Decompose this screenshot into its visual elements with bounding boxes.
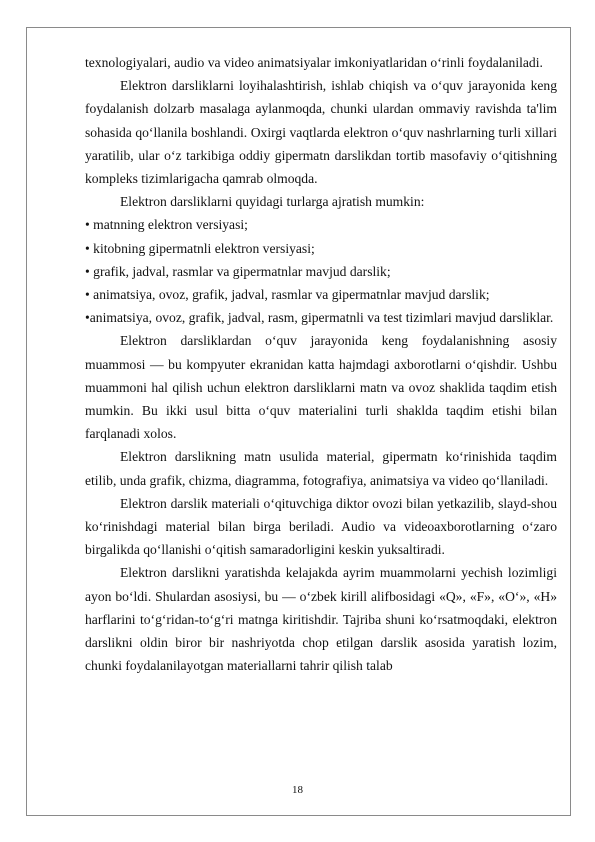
paragraph-7: Elektron darslikni yaratishda kelajakda ayrim muammolarni yechish lozimligi ayon bo‘ldi. Shulardan asosiysi, bu — o‘zbek kirill alifbosidagi «Q», «F», «O‘», «H» harflarini to‘g‘ridan-to‘g‘ri matnga kiritishdir. Tajriba shuni ko‘rsatmoqdaki, elektron darslikni oldin biror bir nashriyotda chop etilgan darslik asosida yaratish lozim, chunki foydalanilayotgan materiallarni tahrir qilish talab	[85, 565, 557, 674]
list-item-2: • kitobning gipermatnli elektron versiyasi;	[85, 240, 315, 256]
paragraph-2: Elektron darsliklarni loyihalashtirish, ishlab chiqish va o‘quv jarayonida keng foydalanish dolzarb masalaga aylanmoqda, chunki ulardan ommaviy ravishda ta'lim sohasida qo‘llanila boshlandi. Oxirgi vaqtlarda elektron o‘quv nashrlarning turli xillari yaratilib, ular o‘z tarkibiga oddiy gipermatn darslikdan tortib masofaviy o‘qitishning kompleks tizimlarigacha qamrab olmoqda.	[85, 78, 557, 187]
list-item-5: •animatsiya, ovoz, grafik, jadval, rasm, gipermatnli va test tizimlari mavjud darsliklar.	[85, 310, 554, 326]
paragraph-3: Elektron darsliklarni quyidagi turlarga ajratish mumkin:	[120, 194, 425, 210]
paragraph-4: Elektron darsliklardan o‘quv jarayonida keng foydalanishning asosiy muammosi — bu kompyuter ekranidan katta hajmdagi axborotlarni o‘qishdir. Ushbu muammoni hal qilish uchun elektron darsliklarni matn va ovoz shaklida taqdim etish mumkin. Bu ikki usul bitta o‘quv materialini turli shaklda taqdim etishi bilan farqlanadi xolos.	[85, 333, 557, 442]
paragraph-6: Elektron darslik materiali o‘qituvchiga diktor ovozi bilan yetkazilib, slayd-shou ko‘rinishdagi material bilan birga beriladi. Audio va videoaxborotlarning o‘zaro birgalikda qo‘llanishi o‘qitish samaradorligini keskin yuksaltiradi.	[85, 495, 557, 558]
page-number: 18	[292, 784, 303, 796]
list-item-3: • grafik, jadval, rasmlar va gipermatnlar mavjud darslik;	[85, 263, 391, 279]
document-body	[85, 51, 557, 677]
paragraph-5: Elektron darslikning matn usulida material, gipermatn ko‘rinishida taqdim etilib, unda grafik, chizma, diagramma, fotografiya, animatsiya va video qo‘llaniladi.	[85, 449, 557, 488]
list-item-4: • animatsiya, ovoz, grafik, jadval, rasmlar va gipermatnlar mavjud darslik;	[85, 287, 490, 303]
list-item-1: • matnning elektron versiyasi;	[85, 217, 248, 233]
paragraph-1: texnologiyalari, audio va video animatsiyalar imkoniyatlaridan o‘rinli foydalaniladi.	[85, 55, 543, 70]
